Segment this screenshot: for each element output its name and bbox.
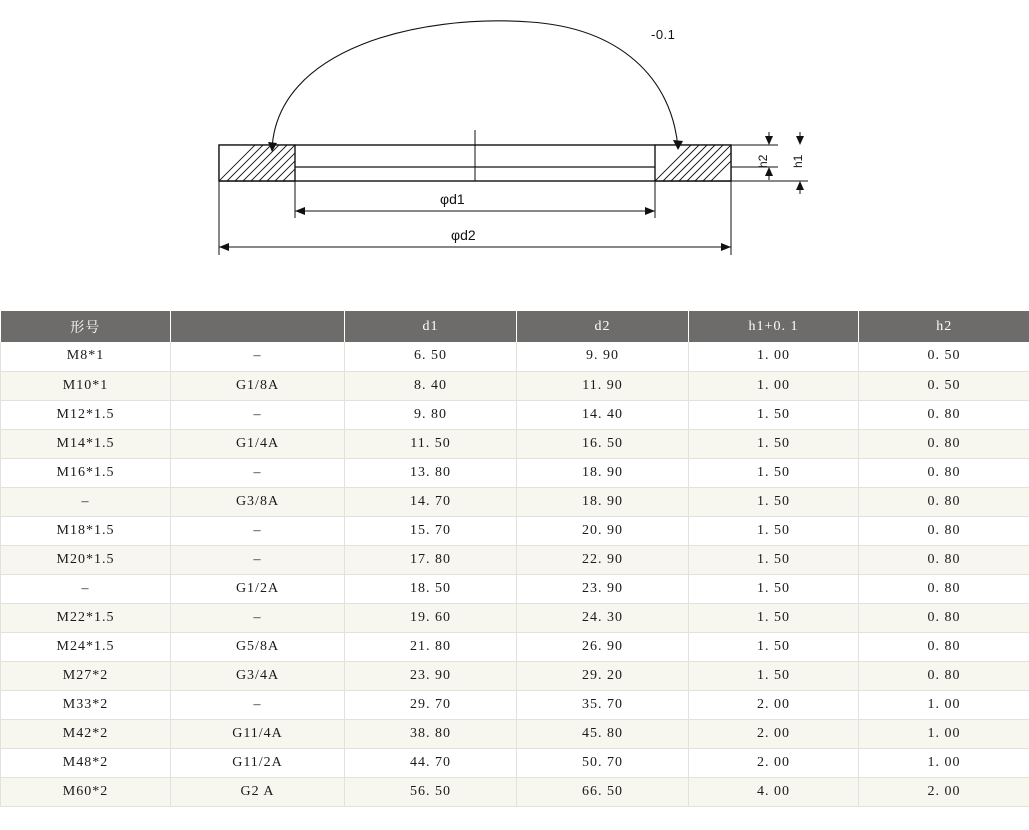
table-cell: – [171,603,345,632]
table-cell: 1. 50 [689,632,859,661]
table-row [1,487,1029,516]
table-row [1,429,1029,458]
table-cell: 9. 80 [345,400,517,429]
table-header-row [1,311,1029,342]
dimension-h2-label: h2 [756,154,770,168]
table-row [1,661,1029,690]
table-cell: M14*1.5 [1,429,171,458]
table-cell: 56. 50 [345,777,517,806]
table-cell: 1. 50 [689,574,859,603]
dimension-d1-label: φd1 [440,191,465,207]
table-cell: 0. 80 [859,632,1029,661]
table-cell: 18. 50 [345,574,517,603]
table-cell: 1. 50 [689,429,859,458]
table-cell: 66. 50 [517,777,689,806]
table-cell: M18*1.5 [1,516,171,545]
table-cell: 0. 50 [859,342,1029,371]
table-cell: 1. 00 [689,342,859,371]
table-cell: – [171,458,345,487]
table-cell: 1. 00 [859,748,1029,777]
table-cell: M42*2 [1,719,171,748]
table-cell: – [171,400,345,429]
washer-cross-section-svg [0,0,1029,300]
table-body [1,342,1029,806]
table-cell: 0. 80 [859,603,1029,632]
spec-table [0,311,1029,807]
table-cell: 0. 80 [859,516,1029,545]
column-header-d1: d1 [345,311,517,342]
table-cell: 26. 90 [517,632,689,661]
table-cell: G11/4A [171,719,345,748]
table-cell: 1. 50 [689,516,859,545]
table-cell: M22*1.5 [1,603,171,632]
table-cell: 8. 40 [345,371,517,400]
table-cell: G5/8A [171,632,345,661]
table-cell: 2. 00 [689,690,859,719]
table-cell: 0. 80 [859,574,1029,603]
table-row [1,603,1029,632]
table-cell: – [1,574,171,603]
table-row [1,690,1029,719]
table-cell: G2 A [171,777,345,806]
table-cell: 0. 50 [859,371,1029,400]
table-cell: 2. 00 [689,748,859,777]
table-cell: 18. 90 [517,487,689,516]
table-cell: 1. 00 [859,719,1029,748]
table-cell: 20. 90 [517,516,689,545]
table-cell: 23. 90 [517,574,689,603]
table-cell: 1. 50 [689,400,859,429]
table-cell: 29. 70 [345,690,517,719]
arrow-d2-left [219,243,229,251]
dimension-d2-label: φd2 [451,227,476,243]
table-cell: 0. 80 [859,661,1029,690]
table-cell: 0. 80 [859,545,1029,574]
table-row [1,400,1029,429]
table-cell: 24. 30 [517,603,689,632]
table-cell: M24*1.5 [1,632,171,661]
table-row [1,458,1029,487]
column-header-h2: h2 [859,311,1029,342]
table-cell: 38. 80 [345,719,517,748]
table-cell: 4. 00 [689,777,859,806]
table-cell: G1/8A [171,371,345,400]
table-cell: 44. 70 [345,748,517,777]
table-cell: 1. 50 [689,603,859,632]
table-cell: 9. 90 [517,342,689,371]
table-cell: 19. 60 [345,603,517,632]
table-cell: – [171,342,345,371]
table-cell: 14. 70 [345,487,517,516]
table-cell: 21. 80 [345,632,517,661]
table-cell: G1/4A [171,429,345,458]
table-cell: 15. 70 [345,516,517,545]
table-cell: 1. 50 [689,661,859,690]
table-cell: – [171,545,345,574]
table-cell: 1. 00 [859,690,1029,719]
table-cell: G11/2A [171,748,345,777]
table-row [1,777,1029,806]
column-header-type: 形号 [1,311,171,342]
table-cell: 35. 70 [517,690,689,719]
table-cell: – [1,487,171,516]
table-cell: 1. 50 [689,458,859,487]
table-cell: M16*1.5 [1,458,171,487]
arrow-d1-right [645,207,655,215]
column-header-h1: h1+0. 1 [689,311,859,342]
table-cell: 23. 90 [345,661,517,690]
hatch-right [655,145,747,181]
table-cell: 2. 00 [689,719,859,748]
dimension-h1-label: h1 [791,154,805,168]
table-cell: 14. 40 [517,400,689,429]
table-cell: 22. 90 [517,545,689,574]
table-cell: 11. 50 [345,429,517,458]
table-cell: 18. 90 [517,458,689,487]
table-cell: M8*1 [1,342,171,371]
table-row [1,632,1029,661]
table-cell: 6. 50 [345,342,517,371]
table-cell: 0. 80 [859,487,1029,516]
table-cell: – [171,690,345,719]
spec-table-wrapper [0,311,1029,807]
table-cell: M20*1.5 [1,545,171,574]
arrow-d1-left [295,207,305,215]
table-cell: M27*2 [1,661,171,690]
arrow-d2-right [721,243,731,251]
table-cell: 2. 00 [859,777,1029,806]
table-cell: 1. 00 [689,371,859,400]
table-cell: 17. 80 [345,545,517,574]
table-row [1,574,1029,603]
column-header-d2: d2 [517,311,689,342]
tolerance-label: -0.1 [651,27,676,42]
table-row [1,719,1029,748]
column-header-thread [171,311,345,342]
table-cell: 45. 80 [517,719,689,748]
table-cell: G1/2A [171,574,345,603]
table-head [1,311,1029,342]
table-cell: 13. 80 [345,458,517,487]
table-row [1,545,1029,574]
table-cell: 0. 80 [859,400,1029,429]
table-cell: G3/8A [171,487,345,516]
technical-drawing [0,0,1029,300]
table-cell: M12*1.5 [1,400,171,429]
table-cell: G3/4A [171,661,345,690]
table-row [1,371,1029,400]
table-cell: 1. 50 [689,487,859,516]
table-cell: 16. 50 [517,429,689,458]
table-cell: M33*2 [1,690,171,719]
table-row [1,516,1029,545]
arrow-h1-bottom [796,181,804,190]
table-cell: M48*2 [1,748,171,777]
table-row [1,342,1029,371]
table-cell: M10*1 [1,371,171,400]
table-cell: 0. 80 [859,429,1029,458]
table-cell: 50. 70 [517,748,689,777]
table-row [1,748,1029,777]
table-cell: M60*2 [1,777,171,806]
table-cell: 29. 20 [517,661,689,690]
table-cell: 11. 90 [517,371,689,400]
table-cell: 1. 50 [689,545,859,574]
table-cell: – [171,516,345,545]
table-cell: 0. 80 [859,458,1029,487]
